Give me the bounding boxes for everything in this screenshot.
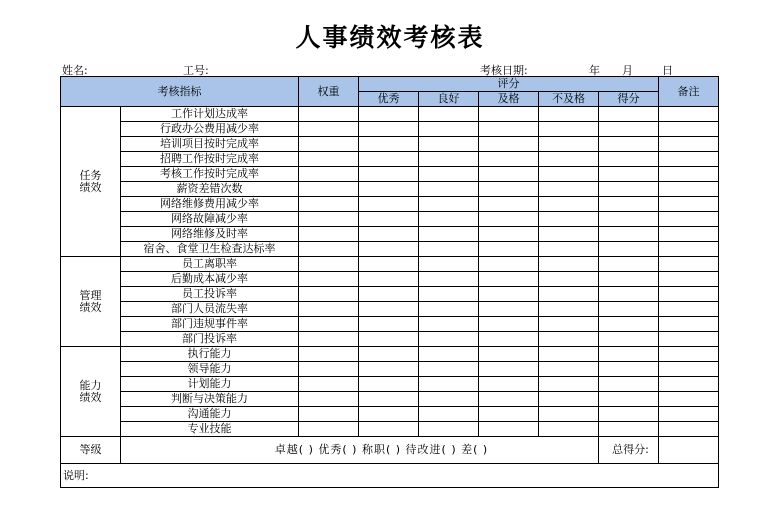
score-cell[interactable] [479, 107, 539, 122]
indicator-name: 领导能力 [121, 362, 299, 377]
score-cell[interactable] [599, 392, 659, 407]
score-cell[interactable] [299, 212, 359, 227]
score-cell[interactable] [599, 197, 659, 212]
score-cell[interactable] [359, 317, 419, 332]
score-cell[interactable] [599, 152, 659, 167]
score-cell[interactable] [539, 377, 599, 392]
score-cell[interactable] [599, 332, 659, 347]
score-cell[interactable] [479, 272, 539, 287]
score-cell[interactable] [359, 272, 419, 287]
header-excellent: 优秀 [359, 92, 419, 107]
score-cell[interactable] [419, 227, 479, 242]
score-cell[interactable] [419, 272, 479, 287]
score-cell[interactable] [419, 392, 479, 407]
score-cell[interactable] [599, 422, 659, 437]
score-cell[interactable] [479, 362, 539, 377]
table-row [61, 362, 719, 377]
header-score: 评分 [359, 77, 659, 92]
table-row [61, 422, 719, 437]
score-cell[interactable] [599, 227, 659, 242]
score-cell[interactable] [599, 347, 659, 362]
header-weight: 权重 [299, 77, 359, 107]
score-cell[interactable] [539, 362, 599, 377]
score-cell[interactable] [659, 242, 719, 257]
score-cell[interactable] [659, 167, 719, 182]
score-cell[interactable] [299, 107, 359, 122]
table-row [61, 227, 719, 242]
score-cell[interactable] [539, 182, 599, 197]
score-cell[interactable] [299, 152, 359, 167]
table-row [61, 182, 719, 197]
score-cell[interactable] [479, 182, 539, 197]
indicator-name: 部门投诉率 [121, 332, 299, 347]
score-cell[interactable] [419, 362, 479, 377]
score-cell[interactable] [659, 272, 719, 287]
score-cell[interactable] [299, 242, 359, 257]
score-cell[interactable] [539, 137, 599, 152]
score-cell[interactable] [599, 137, 659, 152]
score-cell[interactable] [479, 407, 539, 422]
table-row [61, 347, 719, 362]
score-cell[interactable] [299, 227, 359, 242]
category-cell: 任务 绩效 [61, 107, 121, 257]
score-cell[interactable] [299, 257, 359, 272]
score-cell[interactable] [659, 422, 719, 437]
score-cell[interactable] [599, 317, 659, 332]
table-row [61, 197, 719, 212]
indicator-name: 行政办公费用减少率 [121, 122, 299, 137]
score-cell[interactable] [359, 212, 419, 227]
category-cell: 能力 绩效 [61, 347, 121, 437]
score-cell[interactable] [479, 332, 539, 347]
indicator-name: 网络维修费用减少率 [121, 197, 299, 212]
indicator-name: 宿舍、食堂卫生检查达标率 [121, 242, 299, 257]
table-row [61, 212, 719, 227]
indicator-name: 判断与决策能力 [121, 392, 299, 407]
indicator-name: 部门违规事件率 [121, 317, 299, 332]
table-row [61, 152, 719, 167]
name-label: 姓名: [62, 64, 88, 77]
month-label: 月 [622, 64, 633, 77]
table-row [61, 107, 719, 122]
score-cell[interactable] [659, 227, 719, 242]
score-cell[interactable] [659, 392, 719, 407]
score-cell[interactable] [419, 122, 479, 137]
score-cell[interactable] [359, 422, 419, 437]
header-good: 良好 [419, 92, 479, 107]
score-cell[interactable] [479, 257, 539, 272]
score-cell[interactable] [359, 167, 419, 182]
score-cell[interactable] [539, 332, 599, 347]
score-cell[interactable] [479, 377, 539, 392]
score-cell[interactable] [299, 347, 359, 362]
indicator-name: 后勤成本减少率 [121, 272, 299, 287]
indicator-name: 专业技能 [121, 422, 299, 437]
score-cell[interactable] [419, 197, 479, 212]
score-cell[interactable] [299, 182, 359, 197]
day-label: 日 [662, 64, 673, 77]
score-cell[interactable] [299, 407, 359, 422]
indicator-name: 部门人员流失率 [121, 302, 299, 317]
score-cell[interactable] [359, 107, 419, 122]
table-row [61, 167, 719, 182]
score-cell[interactable] [659, 332, 719, 347]
score-cell[interactable] [299, 422, 359, 437]
table-row [61, 392, 719, 407]
score-cell[interactable] [659, 377, 719, 392]
score-cell[interactable] [359, 257, 419, 272]
score-cell[interactable] [359, 287, 419, 302]
score-cell[interactable] [419, 152, 479, 167]
score-cell[interactable] [659, 107, 719, 122]
score-cell[interactable] [659, 257, 719, 272]
score-cell[interactable] [539, 122, 599, 137]
score-cell[interactable] [599, 212, 659, 227]
score-cell[interactable] [479, 287, 539, 302]
score-cell[interactable] [359, 332, 419, 347]
score-cell[interactable] [539, 167, 599, 182]
score-cell[interactable] [539, 257, 599, 272]
score-cell[interactable] [419, 212, 479, 227]
score-cell[interactable] [659, 182, 719, 197]
score-cell[interactable] [419, 422, 479, 437]
score-cell[interactable] [539, 407, 599, 422]
form-title: 人事绩效考核表 [295, 23, 485, 52]
score-cell[interactable] [479, 122, 539, 137]
header-points: 得分 [599, 92, 659, 107]
indicator-name: 计划能力 [121, 377, 299, 392]
indicator-name: 培训项目按时完成率 [121, 137, 299, 152]
score-cell[interactable] [419, 182, 479, 197]
score-cell[interactable] [659, 122, 719, 137]
table-row [61, 122, 719, 137]
score-cell[interactable] [299, 287, 359, 302]
score-cell[interactable] [479, 347, 539, 362]
review-date-label: 考核日期: [480, 64, 528, 77]
total-score-label: 总得分: [599, 437, 659, 464]
table-row [61, 302, 719, 317]
score-cell[interactable] [479, 422, 539, 437]
score-cell[interactable] [419, 257, 479, 272]
score-cell[interactable] [539, 197, 599, 212]
score-cell[interactable] [599, 302, 659, 317]
score-cell[interactable] [419, 377, 479, 392]
indicator-name: 招聘工作按时完成率 [121, 152, 299, 167]
employee-id-label: 工号: [183, 64, 209, 77]
table-row [61, 407, 719, 422]
score-cell[interactable] [299, 317, 359, 332]
score-cell[interactable] [659, 287, 719, 302]
score-cell[interactable] [419, 407, 479, 422]
indicator-name: 工作计划达成率 [121, 107, 299, 122]
score-cell[interactable] [479, 152, 539, 167]
table-row [61, 137, 719, 152]
score-cell[interactable] [599, 167, 659, 182]
score-cell[interactable] [299, 392, 359, 407]
score-cell[interactable] [659, 302, 719, 317]
score-cell[interactable] [659, 317, 719, 332]
score-cell[interactable] [659, 197, 719, 212]
score-cell[interactable] [539, 272, 599, 287]
score-cell[interactable] [659, 407, 719, 422]
score-cell[interactable] [299, 362, 359, 377]
score-cell[interactable] [659, 212, 719, 227]
score-cell[interactable] [299, 302, 359, 317]
score-cell[interactable] [599, 242, 659, 257]
score-cell[interactable] [659, 137, 719, 152]
score-cell[interactable] [419, 347, 479, 362]
score-cell[interactable] [299, 167, 359, 182]
score-cell[interactable] [479, 227, 539, 242]
score-cell[interactable] [359, 302, 419, 317]
score-cell[interactable] [539, 212, 599, 227]
table-row [61, 317, 719, 332]
score-cell[interactable] [419, 167, 479, 182]
score-cell[interactable] [359, 242, 419, 257]
header-fail: 不及格 [539, 92, 599, 107]
score-cell[interactable] [539, 287, 599, 302]
table-row [61, 332, 719, 347]
score-cell[interactable] [299, 137, 359, 152]
indicator-name: 员工离职率 [121, 257, 299, 272]
score-cell[interactable] [359, 362, 419, 377]
header-indicator: 考核指标 [61, 77, 299, 107]
score-cell[interactable] [419, 302, 479, 317]
score-cell[interactable] [659, 152, 719, 167]
score-cell[interactable] [479, 212, 539, 227]
score-cell[interactable] [539, 422, 599, 437]
year-label: 年 [589, 64, 600, 77]
score-cell[interactable] [479, 392, 539, 407]
score-cell[interactable] [359, 407, 419, 422]
score-cell[interactable] [479, 197, 539, 212]
score-cell[interactable] [419, 242, 479, 257]
score-cell[interactable] [479, 137, 539, 152]
score-cell[interactable] [539, 347, 599, 362]
score-cell[interactable] [599, 287, 659, 302]
score-cell[interactable] [659, 362, 719, 377]
score-cell[interactable] [479, 317, 539, 332]
score-cell[interactable] [359, 197, 419, 212]
score-cell[interactable] [539, 392, 599, 407]
note-label[interactable]: 说明: [61, 464, 719, 488]
table-row [61, 257, 719, 272]
score-cell[interactable] [599, 257, 659, 272]
indicator-name: 薪资差错次数 [121, 182, 299, 197]
score-cell[interactable] [419, 107, 479, 122]
score-cell[interactable] [359, 347, 419, 362]
header-remark: 备注 [659, 77, 719, 107]
score-cell[interactable] [659, 347, 719, 362]
score-cell[interactable] [419, 332, 479, 347]
grade-options[interactable]: 卓越( ) 优秀( ) 称职( ) 待改进( ) 差( ) [121, 437, 599, 464]
indicator-name: 执行能力 [121, 347, 299, 362]
score-cell[interactable] [599, 182, 659, 197]
score-cell[interactable] [539, 152, 599, 167]
score-cell[interactable] [359, 152, 419, 167]
score-cell[interactable] [299, 377, 359, 392]
indicator-name: 网络维修及时率 [121, 227, 299, 242]
score-cell[interactable] [539, 227, 599, 242]
performance-table [60, 76, 719, 488]
score-cell[interactable] [539, 302, 599, 317]
score-cell[interactable] [359, 137, 419, 152]
score-cell[interactable] [359, 392, 419, 407]
indicator-name: 员工投诉率 [121, 287, 299, 302]
grade-label: 等级 [61, 437, 121, 464]
category-cell: 管理 绩效 [61, 257, 121, 347]
score-cell[interactable] [599, 362, 659, 377]
score-cell[interactable] [299, 122, 359, 137]
table-row [61, 377, 719, 392]
score-cell[interactable] [479, 242, 539, 257]
total-score-cell[interactable] [659, 437, 719, 464]
score-cell[interactable] [359, 122, 419, 137]
table-row [61, 287, 719, 302]
score-cell[interactable] [299, 197, 359, 212]
score-cell[interactable] [419, 317, 479, 332]
score-cell[interactable] [599, 272, 659, 287]
score-cell[interactable] [299, 272, 359, 287]
score-cell[interactable] [539, 107, 599, 122]
score-cell[interactable] [359, 227, 419, 242]
score-cell[interactable] [359, 182, 419, 197]
table-row [61, 242, 719, 257]
score-cell[interactable] [299, 332, 359, 347]
score-cell[interactable] [599, 407, 659, 422]
score-cell[interactable] [419, 137, 479, 152]
score-cell[interactable] [479, 167, 539, 182]
score-cell[interactable] [419, 287, 479, 302]
header-pass: 及格 [479, 92, 539, 107]
table-row [61, 272, 719, 287]
score-cell[interactable] [539, 317, 599, 332]
indicator-name: 沟通能力 [121, 407, 299, 422]
score-cell[interactable] [479, 302, 539, 317]
indicator-name: 网络故障减少率 [121, 212, 299, 227]
score-cell[interactable] [599, 377, 659, 392]
score-cell[interactable] [599, 122, 659, 137]
indicator-name: 考核工作按时完成率 [121, 167, 299, 182]
score-cell[interactable] [599, 107, 659, 122]
score-cell[interactable] [539, 242, 599, 257]
score-cell[interactable] [359, 377, 419, 392]
